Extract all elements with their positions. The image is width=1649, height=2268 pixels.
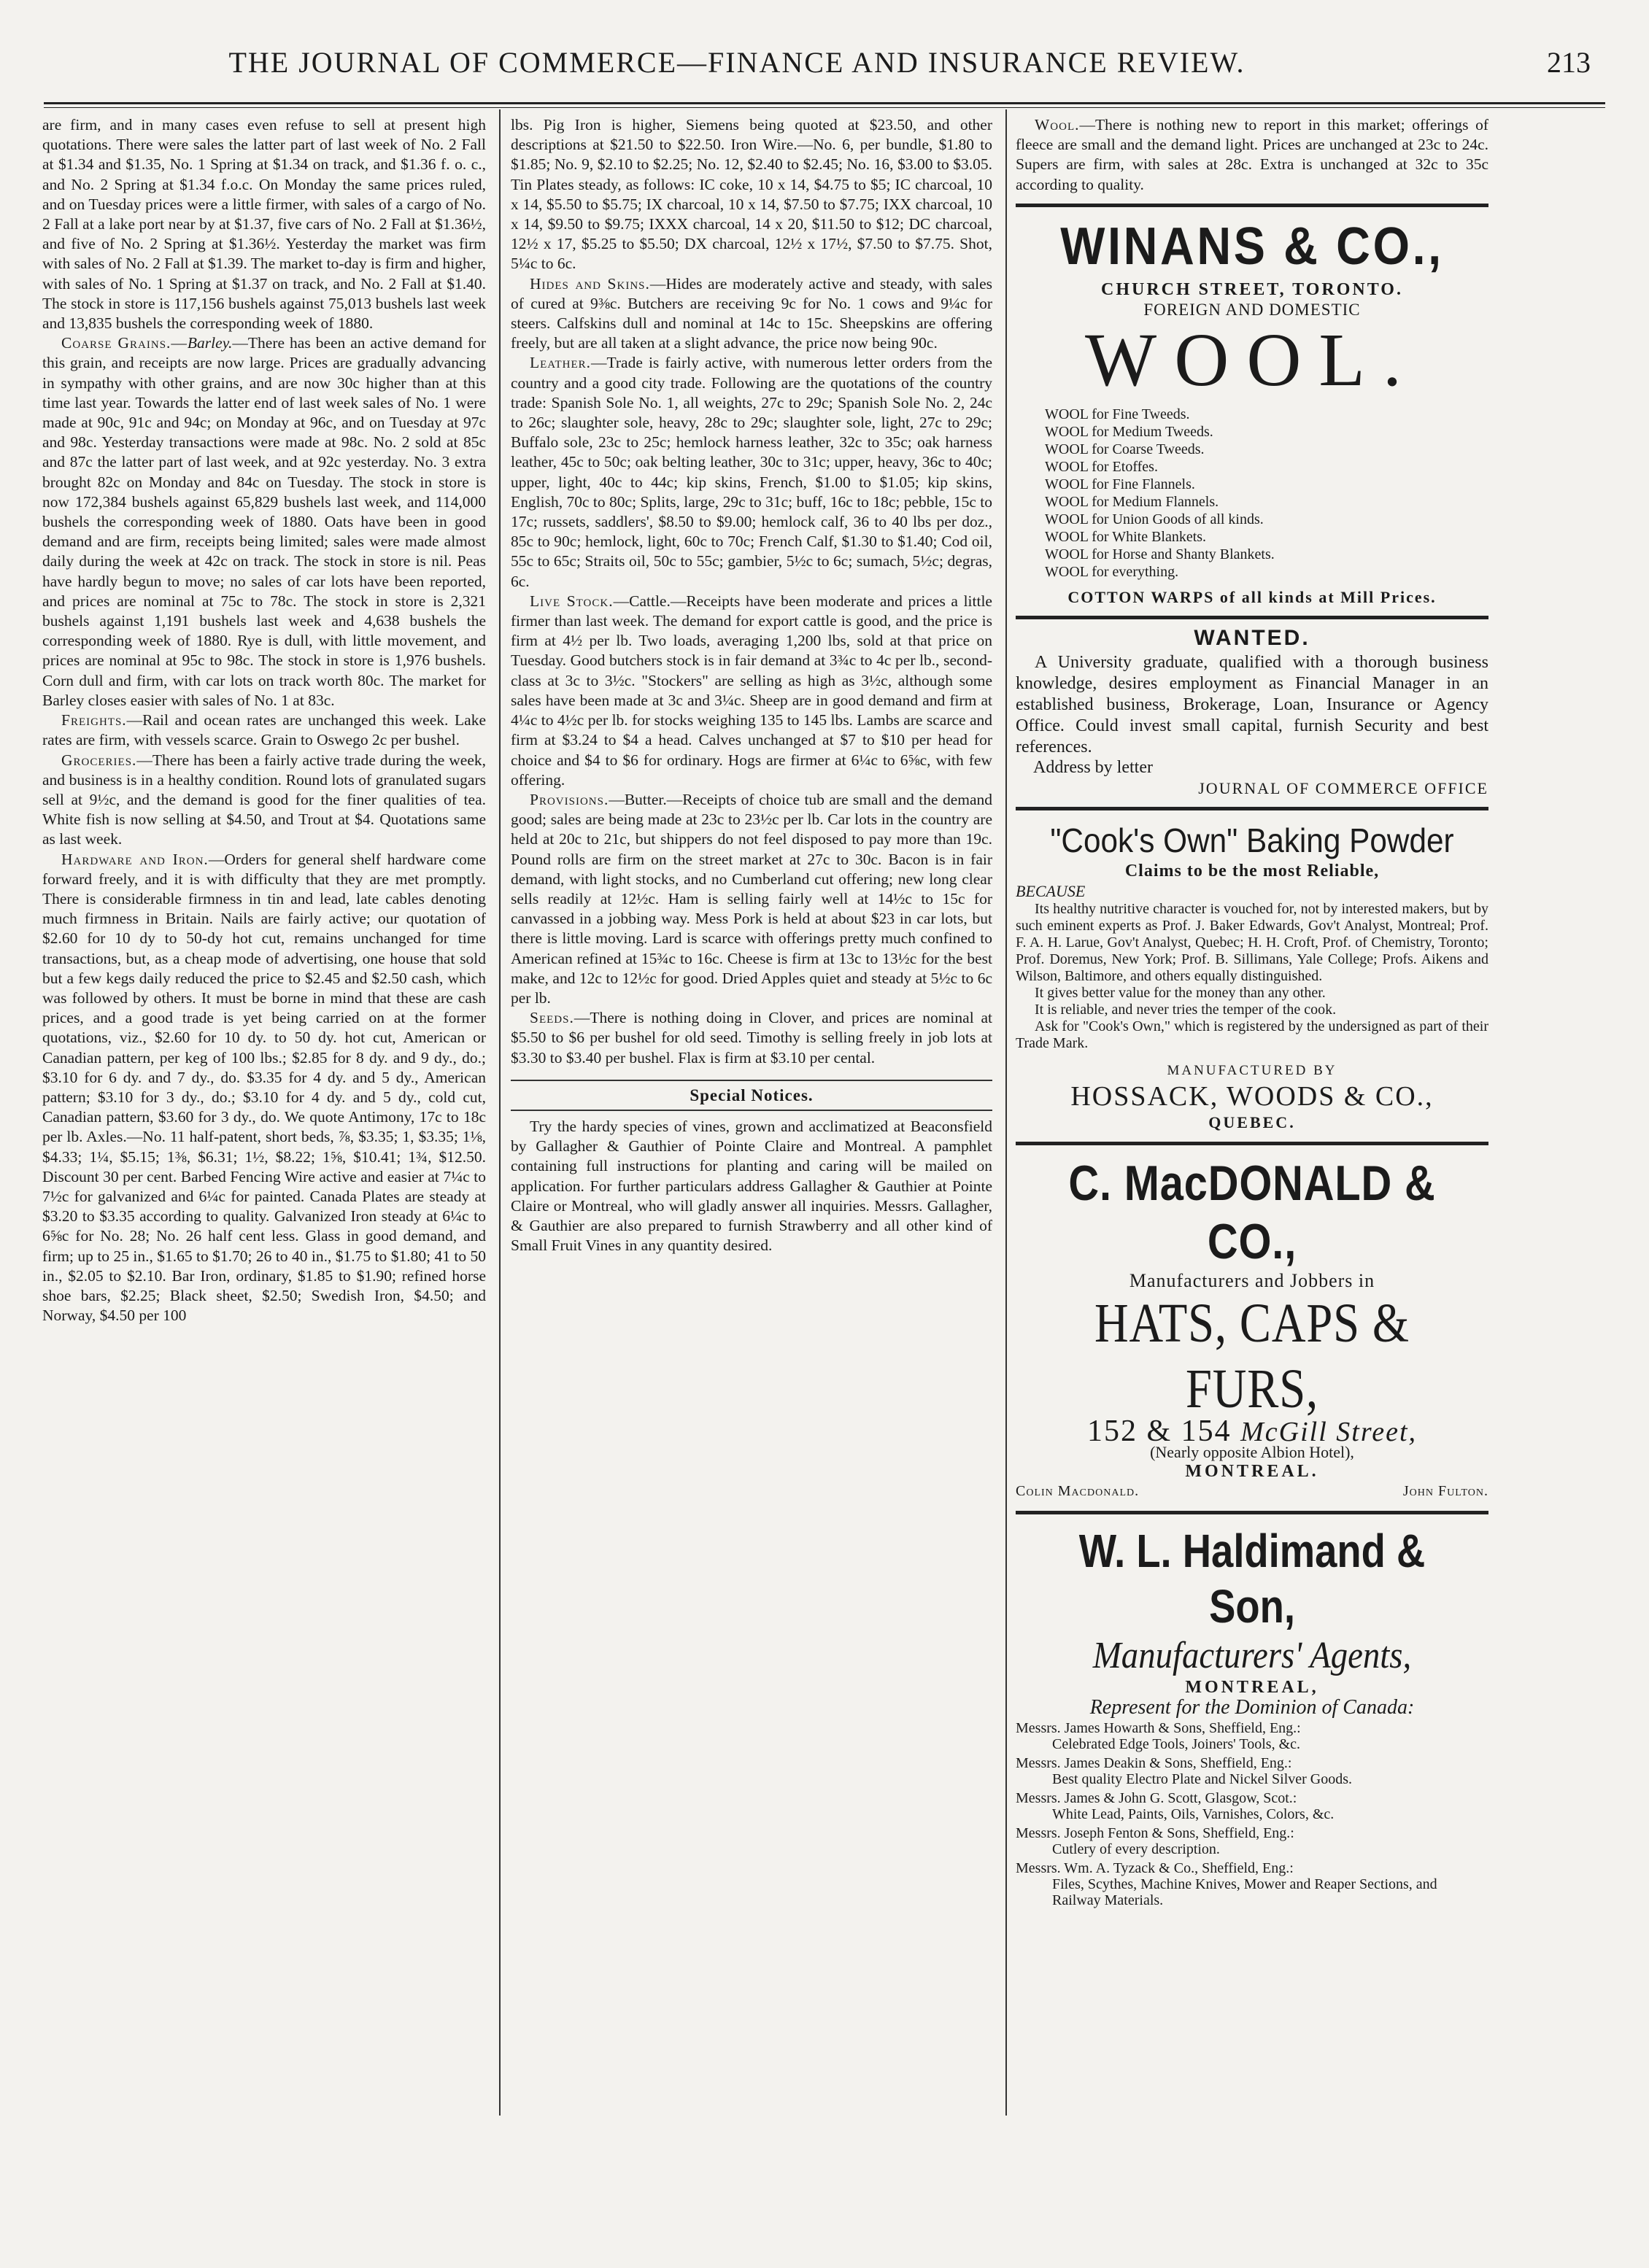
haldimand-advertisement — [1016, 1523, 1488, 1908]
list-item: Messrs. James & John G. Scott, Glasgow, Scot.: — [1016, 1790, 1297, 1807]
list-item: WOOL for Medium Tweeds. — [1045, 424, 1213, 441]
advertiser-name: W. L. Haldimand & Son, — [1078, 1524, 1426, 1633]
article-paragraph — [42, 711, 486, 750]
section-lead: Wool. — [1035, 116, 1080, 133]
list-item: WOOL for Fine Flannels. — [1045, 476, 1195, 493]
cooks-own-because: BECAUSE — [1016, 882, 1086, 901]
list-item: Messrs. James Howarth & Sons, Sheffield, Eng.: — [1016, 1720, 1301, 1737]
list-item-detail: Celebrated Edge Tools, Joiners' Tools, &c. — [1052, 1736, 1301, 1753]
article-paragraph — [1016, 115, 1488, 195]
manufacturer-city: QUEBEC. — [1208, 1113, 1296, 1132]
list-item: WOOL for Coarse Tweeds. — [1045, 441, 1205, 458]
section-body: —There is nothing doing in Clover, and prices are nominal at $5.50 to $6 per bushel for old seed. Timothy is selling freely in job lots at $3.30 to $3.40 per bushel. Flax is firm at $3.10 per cental. — [511, 1009, 992, 1067]
article-paragraph — [511, 353, 992, 591]
cooks-own-body: It gives better value for the money than any other. — [1035, 985, 1326, 1002]
ad-divider — [1016, 616, 1488, 619]
wanted-title: WANTED. — [1194, 626, 1310, 651]
section-body: —There has been a fairly active trade during the week, and business is in a healthy condition. Round lots of granulated sugars sell at 9½c, and the demand is good for the finer qualities of tea. White fish is now selling at $4.50, and Trout at $4. Quotations same as last week. — [42, 751, 486, 848]
article-paragraph — [42, 751, 486, 850]
cooks-own-body: It is reliable, and never tries the temper of the cook. — [1035, 1002, 1337, 1018]
article-paragraph — [511, 790, 992, 1008]
cooks-own-title: "Cook's Own" Baking Powder — [1050, 821, 1454, 859]
advertiser-subtitle: Manufacturers' Agents, — [1092, 1634, 1412, 1676]
column-left — [42, 115, 486, 2107]
section-body: —There is nothing new to report in this market; offerings of fleece are small and the demand light. Prices are unchanged at 23c to 24c. Supers are firm, with sales at 28c. Extra is unchanged at 32c to 35c according to quality. — [1016, 116, 1488, 193]
section-lead: Hides and Skins. — [530, 274, 650, 293]
section-lead: Freights. — [61, 711, 127, 729]
article-paragraph — [511, 1008, 992, 1068]
ad-divider — [1016, 1511, 1488, 1514]
section-body: —Orders for general shelf hardware come forward freely, and it is with difficulty that they are met promptly. There is considerable firmness in tin and lead, late cables denoting much firmness in Britain. Nails are fairly active; our quotation of $2.60 for 10 dy to 50-dy hot cut, remains unchanged for time transactions, but, as a cheap mode of advertising, one house that sold but a few kegs daily reduced the price to $2.45 and $2.50 cash, which was followed by others. It must be borne in mind that these are cash prices, and a good trade is yet being carried on at the former quotations, viz., $2.60 for 10 dy. to 50 dy. hot cut, American or Canadian pattern, per keg of 100 lbs.; $2.85 for 8 dy. and 9 dy., do.; $3.10 for 6 dy. and 7 dy., do. $3.35 for 4 dy. and 5 dy., American pattern; $3.10 for 3 dy., do.; $3.10 for 4 dy. and 5 dy., cold cut, Canadian pattern, $3.60 for 3 dy., do. We quote Antimony, 17c to 18c per lb. Axles.—No. 11 half-patent, short beds, ⅞, $3.35; 1, $3.35; 1⅛, $4.33; 1¼, $5.15; 1⅜, $6.31; 1½, $8.22; 1⅝, $10.41; 1¾, $12.50. Discount 30 per cent. Barbed Fencing Wire active and easier at 7¼c to 7½c for galvanized and 6¼c for painted. Canada Plates are steady at $3.20 to $3.35 according to quality. Galvanized Iron steady at 6¼c to 6⅝c for No. 28; No. 26 half cent less. Glass in good demand, and firm; up to 25 in., $1.65 to $1.70; 26 to 40 in., $1.75 to $1.80; 41 to 50 in., $2.05 to $2.10. Bar Iron, ordinary, $1.85 to $1.90; refined horse shoe bars, $2.25; Black sheet, $2.50; Swedish Iron, $4.50; and Norway, $4.50 per 100 — [42, 850, 486, 1325]
article-paragraph — [42, 333, 486, 711]
article-paragraph — [511, 592, 992, 790]
section-body: —Cattle.—Receipts have been moderate and prices a little firmer than last week. The demand for export cattle is good, and the price is firm at 4½ per lb. Two loads, averaging 1,200 lbs, sold at that price on Tuesday. Good butchers stock is in fair demand at 3¾c to 4c per lb., second-class at 3c to 3½c. "Stockers" are selling as high as 3½c, although some sales have been made at 3c and 3¼c. Sheep are in good demand and firm at 4¼c to 4½c per lb. for stocks weighing 135 to 145 lbs. Lambs are scarce and firm at $3.24 to $4 a head. Calves unchanged at $7 to $10 per head for choice and $4 to $6 for ordinary. Hogs are firmer at 6¼c to 6⅝c, with few offering. — [511, 592, 992, 789]
section-body: —Trade is fairly active, with numerous letter orders from the country and a good city trade. Following are the quotations of the country trade: Spanish Sole No. 1, all weights, 27c to 29c; Spanish Sole No. 2, 24c to 26c; slaughter sole, heavy, 28c to 29c; slaughter sole, light, 27c to 29c; Buffalo sole, 23c to 25c; hemlock harness leather, 32c to 35c; oak harness leather, 45c to 50c; oak belting leather, 30c to 31c; upper, heavy, 36c to 40c; upper, light, 40c to 44c; kip skins, French, $1.00 to $1.05; kip skins, English, 70c to 80c; Splits, large, 29c to 31c; buff, 16c to 18c; pebble, 15c to 17c; russets, saddlers', $8.50 to $9.00; hemlock calf, 36 to 40 lbs per doz., 85c to 90c; hemlock, light, 60c to 70c; French Calf, $1.30 to $1.40; Cod oil, 55c to 65c; Straits oil, 50c to 55c; gambier, 5½c to 6c; sumach, 5½c; degras, 6c. — [511, 354, 992, 590]
manufactured-by-label: MANUFACTURED BY — [1167, 1063, 1337, 1079]
list-item: WOOL for Fine Tweeds. — [1045, 406, 1190, 423]
article-paragraph: lbs. Pig Iron is higher, Siemens being quoted at $23.50, and other descriptions at $21.50 to $22.50. Iron Wire.—No. 6, per bundle, $1.80 to $1.85; No. 9, $2.10 to $2.25; No. 12, $2.40 to $2.45; No. 16, $3.00 to $3.05. Tin Plates steady, as follows: IC coke, 10 x 14, $4.75 to $5; IC charcoal, 10 x 14, $5.50 to $5.75; IX charcoal, 10 x 14, $7.50 to $7.75; IXX charcoal, 10 x 14, $9.50 to $9.75; IXXX charcoal, 14 x 20, $11.50 to $12; DC charcoal, 12½ x 17, $5.25 to $5.50; DX charcoal, 12½ x 17½, $7.50 to $7.75. Shot, 5¼c to 6c. — [511, 116, 992, 273]
advertiser-subtitle: FOREIGN AND DOMESTIC — [1143, 301, 1361, 320]
list-item: WOOL for White Blankets. — [1045, 529, 1207, 546]
manufacturer-name: HOSSACK, WOODS & CO., — [1070, 1081, 1434, 1112]
represented-firms-list — [1016, 1720, 1488, 1908]
partner-names — [1016, 1482, 1488, 1501]
advertiser-city: MONTREAL, — [1185, 1677, 1319, 1697]
cooks-own-body: Its healthy nutritive character is vouched for, not by interested makers, but by such eminent experts as Prof. J. Baker Edwards, Gov't Analyst, Montreal; Prof. F. A. H. Larue, Gov't Analyst, Quebec; H. H. Croft, Prof. of Chemistry, Toronto; Prof. Doremus, New York; Prof. B. Sillimans, Yale College; Profs. Aikens and Wilson, Baltimore, and others equally distinguished. — [1016, 901, 1488, 985]
advertiser-name: C. MacDONALD & CO., — [1068, 1155, 1436, 1269]
article-paragraph: are firm, and in many cases even refuse to sell at present high quotations. There were sales the latter part of last week of No. 2 Fall at $1.34 and $1.35, No. 1 Spring at $1.34 on track, and $1.36 f. o. c., and No. 2 Spring at $1.34 f.o.c. On Monday the same prices ruled, and on Tuesday prices were a little firmer, with sales of a cargo of No. 2 Fall at a lake port near by at $1.37, five cars of No. 2 Fall at $1.36½, and five of No. 2 Spring at $1.36½. Yesterday the market was firm with sales of No. 2 Fall at $1.39. The market to-day is firm and higher, with sales of No. 1 Spring at $1.37 on track, and No. 2 Fall at $1.40. The stock in store is 117,156 bushels against 75,013 bushels last week and 13,835 bushels the corresponding week of 1880. — [42, 116, 486, 333]
article-paragraph — [511, 274, 992, 354]
section-lead: Live Stock. — [530, 592, 614, 610]
column-divider — [499, 109, 501, 2116]
special-notices-heading: Special Notices. — [690, 1085, 814, 1104]
section-sublead: Barley. — [187, 334, 233, 352]
list-item: WOOL for Union Goods of all kinds. — [1045, 511, 1264, 528]
advertiser-subtitle: Manufacturers and Jobbers in — [1129, 1269, 1375, 1291]
address-note: (Nearly opposite Albion Hotel), — [1150, 1443, 1354, 1462]
list-item: Messrs. James Deakin & Sons, Sheffield, Eng.: — [1016, 1755, 1292, 1772]
special-notice-text: Try the hardy species of vines, grown and acclimatized at Beaconsfield by Gallagher & Gauthier of Pointe Claire and Montreal. A pamphlet containing full instructions for planting and caring will be mailed on application. For further particulars address Gallagher & Gauthier at Pointe Claire or Montreal, who will gladly answer all inquiries. Messrs. Gallagher, & Gauthier are also prepared to furnish Strawberry and all other kind of Small Fruit Vines in any quantity desired. — [511, 1117, 992, 1255]
advertiser-address: CHURCH STREET, TORONTO. — [1101, 279, 1403, 299]
list-item-detail: Cutlery of every description. — [1052, 1841, 1220, 1858]
advertiser-address — [1016, 1414, 1488, 1448]
special-notices-heading-box — [511, 1080, 992, 1111]
list-item-detail: Files, Scythes, Machine Knives, Mower and Reaper Sections, and Railway Materials. — [1052, 1876, 1437, 1909]
cooks-own-claims: Claims to be the most Reliable, — [1124, 861, 1380, 881]
list-item: Messrs. Joseph Fenton & Sons, Sheffield, Eng.: — [1016, 1825, 1294, 1842]
wanted-signature: JOURNAL OF COMMERCE OFFICE — [1198, 778, 1488, 797]
partner-name: John Fulton. — [1402, 1483, 1488, 1500]
cooks-own-body: Ask for "Cook's Own," which is registered by the undersigned as part of their Trade Mark. — [1016, 1018, 1488, 1052]
list-item-detail: Best quality Electro Plate and Nickel Silver Goods. — [1052, 1771, 1353, 1788]
page-number: 213 — [1547, 46, 1591, 79]
section-lead: Coarse Grains.— — [61, 334, 188, 352]
hats-caps-furs-headline: HATS, CAPS & FURS, — [1094, 1292, 1410, 1420]
ad-divider — [1016, 807, 1488, 810]
wool-headline: WOOL. — [1085, 318, 1419, 403]
list-item: WOOL for everything. — [1045, 564, 1179, 581]
macdonald-advertisement — [1016, 1154, 1488, 1502]
section-lead: Provisions. — [530, 790, 609, 808]
section-lead: Seeds. — [530, 1009, 574, 1027]
advertiser-city: MONTREAL. — [1185, 1462, 1319, 1482]
list-item: WOOL for Etoffes. — [1045, 459, 1158, 476]
section-lead: Groceries. — [61, 751, 137, 769]
list-item: WOOL for Medium Flannels. — [1045, 494, 1219, 511]
wanted-body: A University graduate, qualified with a thorough business knowledge, desires employment as Financial Manager in an established business, Brokerage, Loan, Insurance or Agency Office. Could invest small capital, furnish Security and best references. — [1016, 653, 1488, 757]
section-body: —Butter.—Receipts of choice tub are small and the demand good; sales are being made at 23c to 23½c per lb. Car lots in the country are held at 20c to 21c, but shippers do not feel disposed to pay more than 19c. Pound rolls are firm on the street market at 27c to 30c. Bacon is in fair demand, with light stocks, and no Cumberland cut offering; new long clear sells readily at 12½c. Ham is selling fairly well at 14½c to 15c for canvassed in a jobbing way. Mess Pork is held at about $23 in car lots, but there is little moving. Lard is scarce with offerings pretty much confined to American refined at 15¾c to 16c. Cheese is firm at 13c to 13½c for the best make, and 12c to 12½c for good. Dried Apples quiet and steady at 5½c to 6c per lb. — [511, 790, 992, 1007]
ad-divider — [1016, 204, 1488, 207]
column-right — [1016, 115, 1488, 2107]
column-middle — [511, 115, 992, 2107]
section-lead: Leather. — [530, 354, 592, 372]
cooks-own-advertisement — [1016, 819, 1488, 1133]
header-rule — [44, 102, 1605, 108]
street-number: 152 & 154 — [1086, 1414, 1232, 1448]
ad-divider — [1016, 1142, 1488, 1145]
partner-name: Colin Macdonald. — [1016, 1483, 1140, 1500]
list-item: Messrs. Wm. A. Tyzack & Co., Sheffield, Eng.: — [1016, 1860, 1294, 1877]
wool-list — [1045, 406, 1488, 581]
represent-heading: Represent for the Dominion of Canada: — [1089, 1695, 1415, 1719]
page-header — [44, 45, 1605, 89]
winans-advertisement — [1016, 216, 1488, 607]
cotton-warps-line: COTTON WARPS of all kinds at Mill Prices. — [1067, 588, 1437, 607]
article-paragraph — [42, 850, 486, 1326]
wanted-advertisement — [1016, 628, 1488, 798]
section-lead: Hardware and Iron. — [61, 850, 209, 868]
list-item: WOOL for Horse and Shanty Blankets. — [1045, 546, 1275, 563]
section-body: —Rail and ocean rates are unchanged this week. Lake rates are firm, with vessels scarce. Grain to Oswego 2c per bushel. — [42, 711, 486, 749]
section-body: —Hides are moderately active and steady, with sales of cured at 9⅜c. Butchers are receiving 9c for No. 1 cows and 9¼c for steers. Calfskins dull and nominal at 14c to 15c. Sheepskins are offering freely, but are all taken at a slight advance, the price now being 90c. — [511, 274, 992, 352]
advertiser-name: WINANS & CO., — [1060, 217, 1444, 276]
column-divider — [1005, 109, 1007, 2116]
wanted-address-label: Address by letter — [1033, 758, 1153, 778]
journal-title: THE JOURNAL OF COMMERCE—FINANCE AND INSURANCE REVIEW. — [228, 46, 1246, 79]
section-body: —There has been an active demand for this grain, and receipts are now large. Prices are gradually advancing in sympathy with other grains, and are now 30c higher than at this time last year. Towards the latter end of last week sales of No. 1 were made at 90c, 91c and 94c; on Monday at 96c, and on Tuesday at 97c and 98c. Yesterday transactions were made at 98c. No. 2 sold at 85c and 87c the latter part of last week, and at 92c yesterday. No. 3 extra brought 82c on Monday and 84c on Tuesday. The stock in store is now 172,384 bushels against 65,829 bushels last week, and 114,000 bushels the corresponding week of 1880. Oats have been in good demand and are firm, receipts being limited; sales were made almost daily during the week at 42c on track. The stock in store is nil. Peas have hardly begun to move; no sales of car lots have been reported, and prices are nominal at 75c to 78c. The stock in store is 2,321 bushels against 1,191 bushels last week and 4,638 bushels the corresponding week of 1880. Rye is dull, with little movement, and prices are nominal at 95c to 98c. The stock in store is 1,976 bushels. Corn dull and firm, with car lots on track worth 80c. The market for Barley closes easier with sales of No. 1 at 83c. — [42, 334, 486, 709]
street-name: McGill Street, — [1240, 1416, 1418, 1447]
list-item-detail: White Lead, Paints, Oils, Varnishes, Colors, &c. — [1052, 1806, 1335, 1823]
